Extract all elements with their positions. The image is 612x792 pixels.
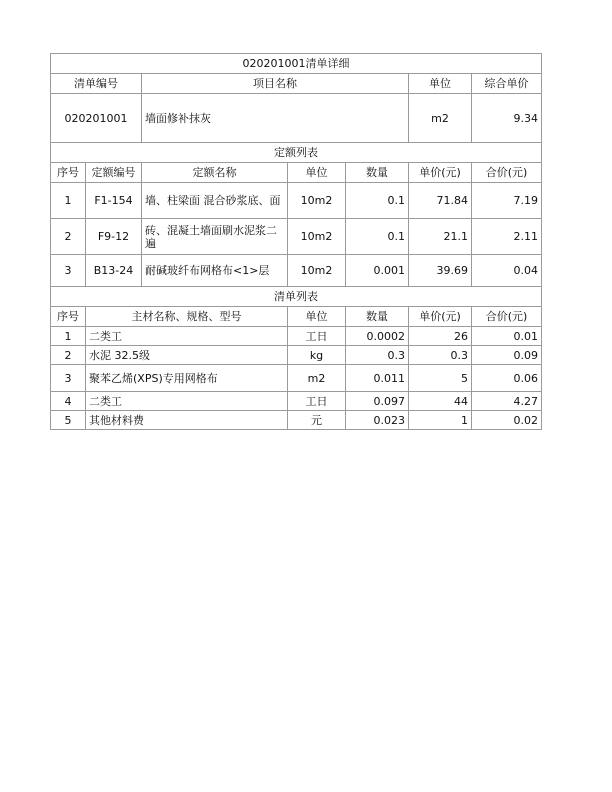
quota-col-unit: 单位 [288,163,346,183]
row-unit: m2 [288,365,346,392]
row-price: 44 [409,392,472,411]
row-unit: 元 [288,411,346,430]
table-row [51,411,542,430]
row-unit: kg [288,346,346,365]
table-row [51,219,542,255]
list-col-name: 主材名称、规格、型号 [86,307,288,327]
list-col-unit: 单位 [288,307,346,327]
list-col-no: 序号 [51,307,86,327]
row-price: 21.1 [409,219,472,255]
row-qty: 0.3 [346,346,409,365]
row-price: 39.69 [409,255,472,287]
row-price: 5 [409,365,472,392]
row-price: 0.3 [409,346,472,365]
name-header: 项目名称 [142,74,409,94]
table-row [51,327,542,346]
row-price: 1 [409,411,472,430]
row-total: 0.01 [472,327,542,346]
quota-col-total: 合价(元) [472,163,542,183]
unit-header: 单位 [409,74,472,94]
detail-table [50,53,542,430]
row-unit: 工日 [288,392,346,411]
row-total: 2.11 [472,219,542,255]
quota-col-qty: 数量 [346,163,409,183]
row-qty: 0.023 [346,411,409,430]
item-row [51,94,542,143]
row-no: 4 [51,392,86,411]
row-total: 0.09 [472,346,542,365]
table-row [51,255,542,287]
row-name: 二类工 [86,392,288,411]
row-code: F9-12 [86,219,142,255]
row-no: 1 [51,183,86,219]
quota-header-row [51,163,542,183]
row-qty: 0.1 [346,219,409,255]
table-row [51,365,542,392]
list-col-price: 单价(元) [409,307,472,327]
row-qty: 0.0002 [346,327,409,346]
row-total: 4.27 [472,392,542,411]
table-row [51,392,542,411]
row-name: 聚苯乙烯(XPS)专用网格布 [86,365,288,392]
quota-col-code: 定额编号 [86,163,142,183]
row-qty: 0.001 [346,255,409,287]
row-no: 2 [51,219,86,255]
quota-col-no: 序号 [51,163,86,183]
quota-col-price: 单价(元) [409,163,472,183]
item-header-row [51,74,542,94]
row-no: 3 [51,255,86,287]
list-col-qty: 数量 [346,307,409,327]
row-qty: 0.097 [346,392,409,411]
row-no: 5 [51,411,86,430]
row-price: 26 [409,327,472,346]
row-no: 1 [51,327,86,346]
row-code: F1-154 [86,183,142,219]
row-total: 0.04 [472,255,542,287]
row-unit: 10m2 [288,219,346,255]
row-name: 水泥 32.5级 [86,346,288,365]
row-no: 3 [51,365,86,392]
row-no: 2 [51,346,86,365]
list-section-title: 清单列表 [51,287,542,307]
row-unit: 工日 [288,327,346,346]
row-price: 71.84 [409,183,472,219]
row-name: 其他材料费 [86,411,288,430]
list-col-total: 合价(元) [472,307,542,327]
row-name: 砖、混凝土墙面刷水泥浆二遍 [142,219,288,255]
table-row [51,346,542,365]
item-code: 020201001 [51,94,142,143]
row-total: 0.06 [472,365,542,392]
row-unit: 10m2 [288,255,346,287]
quota-col-name: 定额名称 [142,163,288,183]
detail-sheet [50,53,541,430]
row-qty: 0.1 [346,183,409,219]
row-total: 7.19 [472,183,542,219]
row-code: B13-24 [86,255,142,287]
item-price: 9.34 [472,94,542,143]
row-total: 0.02 [472,411,542,430]
list-header-row [51,307,542,327]
row-name: 耐碱玻纤布网格布<1>层 [142,255,288,287]
row-name: 二类工 [86,327,288,346]
item-unit: m2 [409,94,472,143]
row-name: 墙、柱梁面 混合砂浆底、面 [142,183,288,219]
row-qty: 0.011 [346,365,409,392]
sheet-title: 020201001清单详细 [51,54,542,74]
quota-section-title: 定额列表 [51,143,542,163]
table-row [51,183,542,219]
code-header: 清单编号 [51,74,142,94]
price-header: 综合单价 [472,74,542,94]
item-name: 墙面修补抹灰 [142,94,409,143]
row-unit: 10m2 [288,183,346,219]
